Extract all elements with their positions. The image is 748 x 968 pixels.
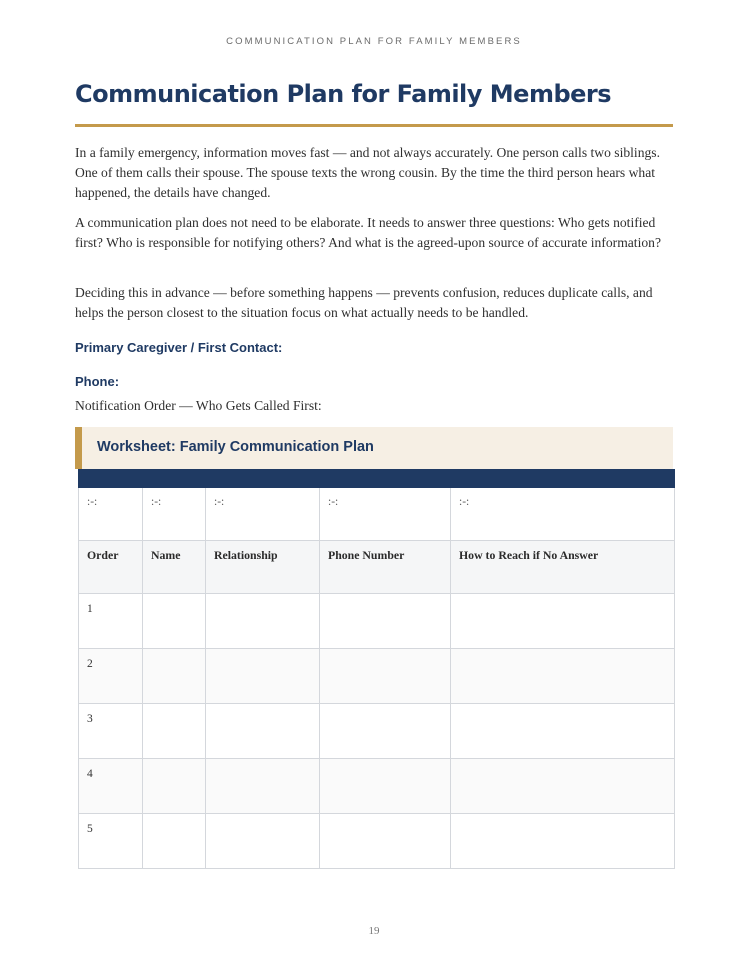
alignment-cell: :-: [451, 488, 675, 541]
relationship-cell[interactable] [206, 649, 320, 704]
phone-number-cell[interactable] [320, 759, 451, 814]
column-label-how-to-reach: How to Reach if No Answer [451, 541, 675, 594]
relationship-cell[interactable] [206, 704, 320, 759]
column-label-relationship: Relationship [206, 541, 320, 594]
name-cell[interactable] [143, 759, 206, 814]
phone-number-cell[interactable] [320, 594, 451, 649]
primary-contact-label: Primary Caregiver / First Contact: [75, 340, 283, 355]
relationship-cell[interactable] [206, 594, 320, 649]
column-label-name: Name [143, 541, 206, 594]
table-header-cell [320, 470, 451, 488]
table-header-cell [143, 470, 206, 488]
table-row [79, 594, 675, 649]
alignment-cell: :-: [143, 488, 206, 541]
alignment-cell: :-: [79, 488, 143, 541]
table-header-cell [451, 470, 675, 488]
column-label-phone-number: Phone Number [320, 541, 451, 594]
name-cell[interactable] [143, 649, 206, 704]
order-cell: 2 [79, 649, 143, 704]
intro-paragraph-2: A communication plan does not need to be elaborate. It needs to answer three questions: Who gets notified first? Who is responsible for notifying others? And what is the agreed-upon source of accurate information? [75, 215, 661, 250]
name-cell[interactable] [143, 594, 206, 649]
order-cell: 1 [79, 594, 143, 649]
table-row [79, 759, 675, 814]
name-cell[interactable] [143, 814, 206, 869]
table-header-bar [79, 470, 675, 488]
page-title: Communication Plan for Family Members [75, 80, 612, 108]
order-cell: 4 [79, 759, 143, 814]
how-to-reach-cell[interactable] [451, 704, 675, 759]
relationship-cell[interactable] [206, 814, 320, 869]
table-header-cell [79, 470, 143, 488]
table-row [79, 649, 675, 704]
phone-number-cell[interactable] [320, 649, 451, 704]
running-header: COMMUNICATION PLAN FOR FAMILY MEMBERS [226, 36, 522, 47]
how-to-reach-cell[interactable] [451, 814, 675, 869]
worksheet-heading [75, 427, 673, 469]
order-cell: 5 [79, 814, 143, 869]
relationship-cell[interactable] [206, 759, 320, 814]
how-to-reach-cell[interactable] [451, 594, 675, 649]
alignment-row [79, 488, 675, 541]
alignment-cell: :-: [206, 488, 320, 541]
how-to-reach-cell[interactable] [451, 759, 675, 814]
name-cell[interactable] [143, 704, 206, 759]
title-underline [75, 124, 673, 127]
alignment-cell: :-: [320, 488, 451, 541]
intro-paragraph-1: In a family emergency, information moves fast — and not always accurately. One person calls two siblings. One of them calls their spouse. The spouse texts the wrong cousin. By the time the third person hears what happened, the details have changed. [75, 145, 660, 200]
worksheet-title: Worksheet: Family Communication Plan [97, 439, 374, 455]
phone-number-cell[interactable] [320, 814, 451, 869]
how-to-reach-cell[interactable] [451, 649, 675, 704]
notification-order-line: Notification Order — Who Gets Called First: [75, 398, 322, 413]
order-cell: 3 [79, 704, 143, 759]
table-row [79, 704, 675, 759]
page-number: 19 [368, 925, 380, 937]
column-label-order: Order [79, 541, 143, 594]
column-label-row [79, 541, 675, 594]
table-row [79, 814, 675, 869]
intro-paragraph-3: Deciding this in advance — before something happens — prevents confusion, reduces duplicate calls, and helps the person closest to the situation focus on what actually needs to be handled. [75, 285, 653, 320]
table-header-cell [206, 470, 320, 488]
phone-number-cell[interactable] [320, 704, 451, 759]
phone-label: Phone: [75, 374, 120, 389]
communication-plan-table [78, 469, 675, 869]
